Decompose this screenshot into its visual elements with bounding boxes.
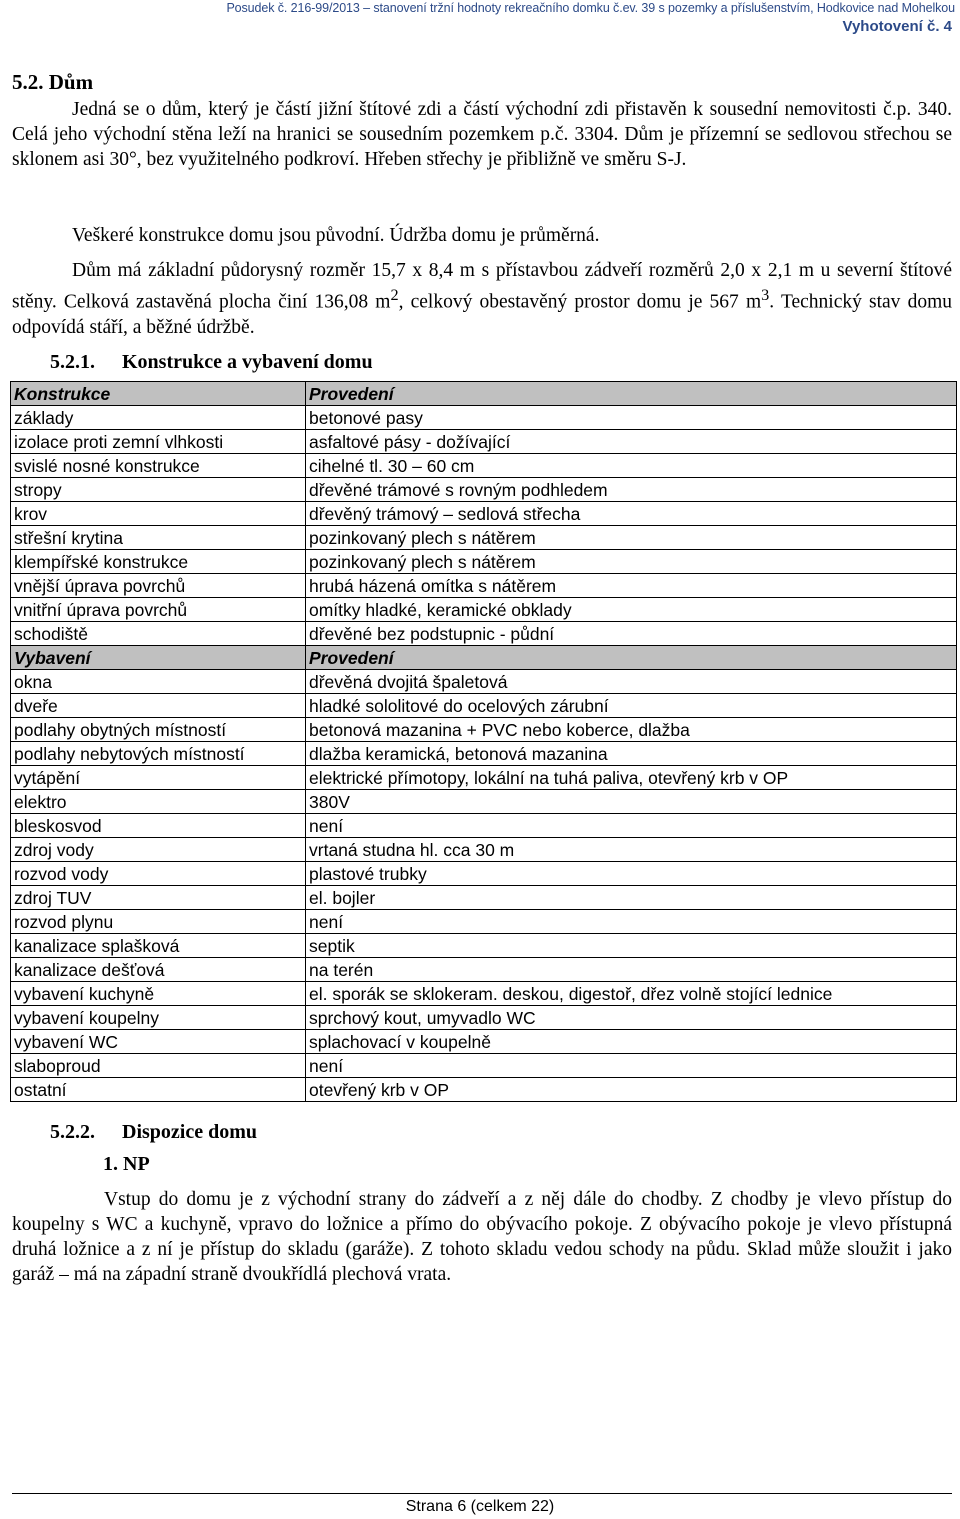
table-cell-value: hladké sololitové do ocelových zárubní — [306, 694, 957, 718]
table-cell-value: dřevěná dvojitá špaletová — [306, 670, 957, 694]
table-cell-value: otevřený krb v OP — [306, 1078, 957, 1102]
table-row — [11, 886, 957, 910]
table-row — [11, 598, 957, 622]
table-row — [11, 550, 957, 574]
table-cell-item: podlahy obytných místností — [11, 718, 306, 742]
table-cell-item: izolace proti zemní vlhkosti — [11, 430, 306, 454]
table-row — [11, 670, 957, 694]
table-cell-value: Provedení — [306, 646, 957, 670]
table-cell-value: asfaltové pásy - dožívající — [306, 430, 957, 454]
table-cell-value: hrubá házená omítka s nátěrem — [306, 574, 957, 598]
table-cell-value: betonová mazanina + PVC nebo koberce, dlažba — [306, 718, 957, 742]
table-row — [11, 766, 957, 790]
table-cell-value: není — [306, 1054, 957, 1078]
table-cell-value: 380V — [306, 790, 957, 814]
table-cell-item: kanalizace splašková — [11, 934, 306, 958]
table-row — [11, 910, 957, 934]
table-cell-item: vybavení koupelny — [11, 1006, 306, 1030]
section-title: 5.2. Dům — [12, 70, 94, 94]
table-cell-value: na terén — [306, 958, 957, 982]
sup-m3: 3 — [761, 286, 770, 304]
table-cell-item: okna — [11, 670, 306, 694]
table-row — [11, 742, 957, 766]
paragraph-construction-text: Veškeré konstrukce domu jsou původní. Údržba domu je průměrná. — [72, 225, 600, 246]
table-row — [11, 574, 957, 598]
table-cell-item: Konstrukce — [11, 382, 306, 406]
table-header-row — [11, 646, 957, 670]
table-cell-value: el. sporák se sklokeram. deskou, digestoř, dřez volně stojící lednice — [306, 982, 957, 1006]
table-row — [11, 622, 957, 646]
table-row — [11, 718, 957, 742]
table-cell-value: dlažba keramická, betonová mazanina — [306, 742, 957, 766]
table-cell-item: elektro — [11, 790, 306, 814]
subsection-label: Dispozice domu — [122, 1121, 257, 1143]
table-cell-item: krov — [11, 502, 306, 526]
table-cell-item: klempířské konstrukce — [11, 550, 306, 574]
table-cell-item: vybavení kuchyně — [11, 982, 306, 1006]
table-cell-value: pozinkovaný plech s nátěrem — [306, 526, 957, 550]
table-cell-value: Provedení — [306, 382, 957, 406]
table-cell-item: rozvod plynu — [11, 910, 306, 934]
table-cell-item: stropy — [11, 478, 306, 502]
table-cell-item: vnější úprava povrchů — [11, 574, 306, 598]
table-cell-item: podlahy nebytových místností — [11, 742, 306, 766]
table-cell-value: cihelné tl. 30 – 60 cm — [306, 454, 957, 478]
table-header-row — [11, 382, 957, 406]
floor-title: 1. NP — [103, 1153, 150, 1175]
table-cell-value: dřevěné trámové s rovným podhledem — [306, 478, 957, 502]
table-row — [11, 526, 957, 550]
table-cell-value: není — [306, 910, 957, 934]
table-cell-item: Vybavení — [11, 646, 306, 670]
table-cell-item: schodiště — [11, 622, 306, 646]
table-cell-item: ostatní — [11, 1078, 306, 1102]
paragraph-layout-text: Vstup do domu je z východní strany do zádveří a z něj dále do chodby. Z chodby je vlevo přístup do koupelny s WC a kuchyně, vpravo do ložnice a přímo do obývacího pokoje. Z obývacího pokoje je vlevo přístupná druhá ložnice a z ní je přístup do skladu (garáže). Z tohoto skladu vedou schody na půdu. Sklad může sloužit i jako garáž – má na západní straně dvoukřídlá plechová vrata. — [12, 1189, 952, 1285]
page-footer: Strana 6 (celkem 22) — [405, 1498, 555, 1515]
table-cell-item: zdroj vody — [11, 838, 306, 862]
paragraph-dimensions — [12, 258, 952, 340]
table-row — [11, 790, 957, 814]
table-cell-item: vybavení WC — [11, 1030, 306, 1054]
table-cell-item: svislé nosné konstrukce — [11, 454, 306, 478]
table-cell-item: zdroj TUV — [11, 886, 306, 910]
paragraph-description-text: Jedná se o dům, který je částí jižní štítové zdi a částí východní zdi přistavěn k sousední nemovitosti č.p. 340. Celá jeho východní stěna leží na hranici se sousedním pozemkem p.č. 3304. Dům je přízemní se sedlovou střechou se sklonem asi 30°, bez využitelného podkroví. Hřeben střechy je přibližně ve směru S-J. — [12, 99, 952, 170]
paragraph-layout — [12, 1187, 952, 1287]
table-cell-item: slaboproud — [11, 1054, 306, 1078]
table-row — [11, 478, 957, 502]
table-row — [11, 934, 957, 958]
table-row — [11, 430, 957, 454]
table-row — [11, 1078, 957, 1102]
table-cell-value: plastové trubky — [306, 862, 957, 886]
table-row — [11, 454, 957, 478]
table-row — [11, 1054, 957, 1078]
table-row — [11, 502, 957, 526]
subsection-label: Konstrukce a vybavení domu — [122, 351, 373, 373]
subsection-number: 5.2.1. — [50, 351, 95, 373]
dimensions-text-a: Dům má základní půdorysný rozměr 15,7 x 8,4 m s přístavbou zádveří rozměrů 2,0 x 2,1 m u severní štítové stěny. Celková zastavěná plocha činí 136,08 m — [12, 260, 952, 313]
table-row — [11, 694, 957, 718]
dimensions-text-c: . Technický stav domu odpovídá stáří, a běžné údržbě. — [12, 291, 953, 338]
construction-table — [10, 381, 957, 1102]
table-row — [11, 982, 957, 1006]
footer-divider — [12, 1493, 952, 1494]
table-cell-value: vrtaná studna hl. cca 30 m — [306, 838, 957, 862]
table-cell-value: splachovací v koupelně — [306, 1030, 957, 1054]
table-cell-value: omítky hladké, keramické obklady — [306, 598, 957, 622]
table-cell-value: pozinkovaný plech s nátěrem — [306, 550, 957, 574]
table-cell-item: vnitřní úprava povrchů — [11, 598, 306, 622]
copy-number: Vyhotovení č. 4 — [842, 18, 952, 35]
table-cell-value: není — [306, 814, 957, 838]
table-cell-value: dřevěné bez podstupnic - půdní — [306, 622, 957, 646]
table-cell-value: septik — [306, 934, 957, 958]
table-cell-item: dveře — [11, 694, 306, 718]
subsection-number: 5.2.2. — [50, 1121, 95, 1143]
table-row — [11, 406, 957, 430]
table-cell-item: střešní krytina — [11, 526, 306, 550]
sup-m2: 2 — [390, 286, 399, 304]
table-cell-value: sprchový kout, umyvadlo WC — [306, 1006, 957, 1030]
dimensions-text-b: , celkový obestavěný prostor domu je 567 m — [398, 291, 762, 313]
table-cell-item: kanalizace dešťová — [11, 958, 306, 982]
table-cell-item: základy — [11, 406, 306, 430]
table-row — [11, 958, 957, 982]
table-cell-item: rozvod vody — [11, 862, 306, 886]
document-header: Posudek č. 216-99/2013 – stanovení tržní hodnoty rekreačního domku č.ev. 39 s pozemky a příslušenstvím, Hodkovice nad Mohelkou — [226, 1, 955, 15]
table-row — [11, 1006, 957, 1030]
table-row — [11, 814, 957, 838]
paragraph-description — [12, 97, 952, 172]
table-cell-value: dřevěný trámový – sedlová střecha — [306, 502, 957, 526]
subsection-title-layout — [50, 1121, 257, 1144]
table-cell-value: elektrické přímotopy, lokální na tuhá paliva, otevřený krb v OP — [306, 766, 957, 790]
table-cell-value: el. bojler — [306, 886, 957, 910]
table-row — [11, 838, 957, 862]
paragraph-construction — [12, 223, 952, 248]
table-row — [11, 862, 957, 886]
table-cell-item: vytápění — [11, 766, 306, 790]
table-row — [11, 1030, 957, 1054]
table-cell-item: bleskosvod — [11, 814, 306, 838]
table-cell-value: betonové pasy — [306, 406, 957, 430]
subsection-title-construction — [50, 351, 373, 374]
